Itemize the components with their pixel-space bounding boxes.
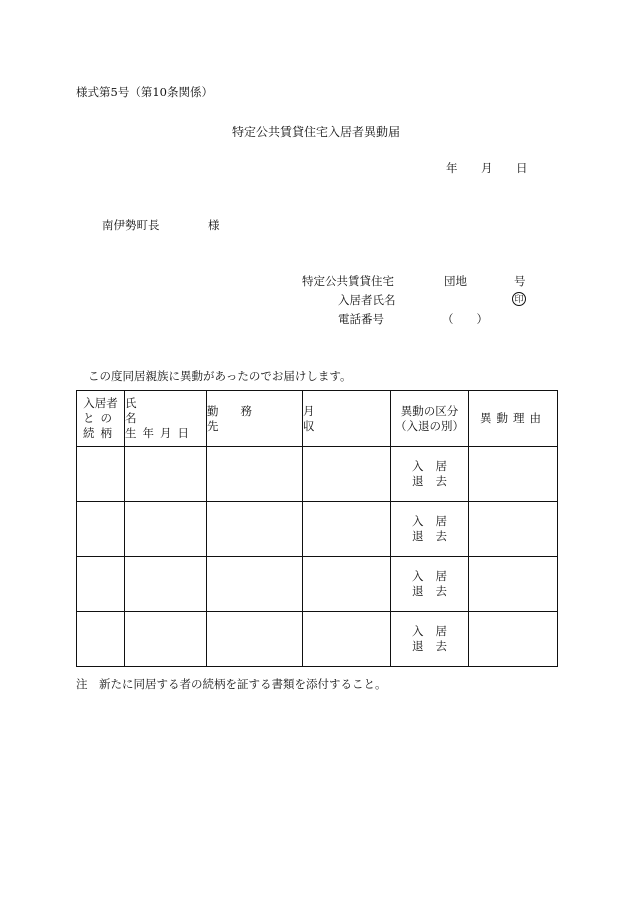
intro-text: この度同居親族に異動があったのでお届けします。: [88, 369, 352, 383]
table-row: [77, 557, 558, 612]
header-relation-line1: 入居者: [83, 396, 118, 410]
phone-label-text: 電話番号: [338, 312, 384, 326]
phone-parens: （ ）: [442, 312, 488, 326]
option-taikyo: 退去: [412, 584, 459, 598]
phone-label: [338, 312, 396, 326]
header-relation: [77, 391, 125, 447]
table-row: [77, 447, 558, 502]
cell-reason[interactable]: [469, 502, 558, 557]
option-nyukyo: 入居: [412, 514, 459, 528]
housing-go: 号: [514, 274, 526, 288]
header-category-line1: 異動の区分: [400, 403, 459, 418]
cell-reason[interactable]: [469, 447, 558, 502]
addressee-name: 南伊勢町長: [102, 218, 160, 232]
date-day: 日: [516, 161, 528, 175]
cell-reason[interactable]: [469, 612, 558, 667]
form-number: 様式第5号（第10条関係）: [76, 85, 213, 99]
cell-workplace[interactable]: [207, 612, 303, 667]
header-relation-line2: との: [83, 411, 118, 425]
header-name-birth: [125, 391, 207, 447]
cell-name-birth[interactable]: [125, 612, 207, 667]
date-month: 月: [481, 161, 493, 175]
cell-relation[interactable]: [77, 557, 125, 612]
cell-category[interactable]: [391, 502, 469, 557]
header-category: [391, 391, 469, 447]
housing-label: 特定公共賃貸住宅: [302, 274, 394, 288]
cell-workplace[interactable]: [207, 447, 303, 502]
table-row: [77, 502, 558, 557]
footnote: 注 新たに同居する者の続柄を証する書類を添付すること。: [76, 677, 387, 691]
cell-category[interactable]: [391, 557, 469, 612]
option-nyukyo: 入居: [412, 459, 459, 473]
option-nyukyo: 入居: [412, 624, 459, 638]
header-birth: 生年月日: [125, 426, 195, 440]
option-taikyo: 退去: [412, 639, 459, 653]
cell-workplace[interactable]: [207, 502, 303, 557]
document-title: 特定公共賃貸住宅入居者異動届: [232, 125, 401, 139]
cell-name-birth[interactable]: [125, 447, 207, 502]
table-header-row: [77, 391, 558, 447]
cell-name-birth[interactable]: [125, 502, 207, 557]
option-nyukyo: 入居: [412, 569, 459, 583]
cell-income[interactable]: [303, 612, 391, 667]
addressee-honorific: 様: [208, 218, 220, 232]
option-taikyo: 退去: [412, 474, 459, 488]
cell-category[interactable]: [391, 447, 469, 502]
change-table: [76, 390, 558, 667]
cell-income[interactable]: [303, 447, 391, 502]
header-reason-text: 異動理由: [480, 411, 546, 425]
cell-reason[interactable]: [469, 557, 558, 612]
header-income: [303, 391, 391, 447]
header-workplace-text: 勤務先: [207, 403, 274, 433]
resident-name-label: 入居者氏名: [338, 293, 396, 307]
header-category-line2: （入退の別）: [395, 418, 464, 433]
cell-workplace[interactable]: [207, 557, 303, 612]
seal-mark: 印: [512, 292, 526, 306]
housing-danchi: 団地: [444, 274, 467, 288]
option-taikyo: 退去: [412, 529, 459, 543]
cell-income[interactable]: [303, 502, 391, 557]
header-income-text: 月収: [303, 403, 367, 433]
table-row: [77, 612, 558, 667]
cell-relation[interactable]: [77, 502, 125, 557]
date-year: 年: [446, 161, 458, 175]
cell-category[interactable]: [391, 612, 469, 667]
cell-name-birth[interactable]: [125, 557, 207, 612]
header-relation-line3: 続柄: [83, 426, 118, 440]
header-workplace: [207, 391, 303, 447]
cell-relation[interactable]: [77, 612, 125, 667]
header-name: 氏名: [125, 396, 189, 425]
cell-relation[interactable]: [77, 447, 125, 502]
header-reason: [469, 391, 558, 447]
cell-income[interactable]: [303, 557, 391, 612]
